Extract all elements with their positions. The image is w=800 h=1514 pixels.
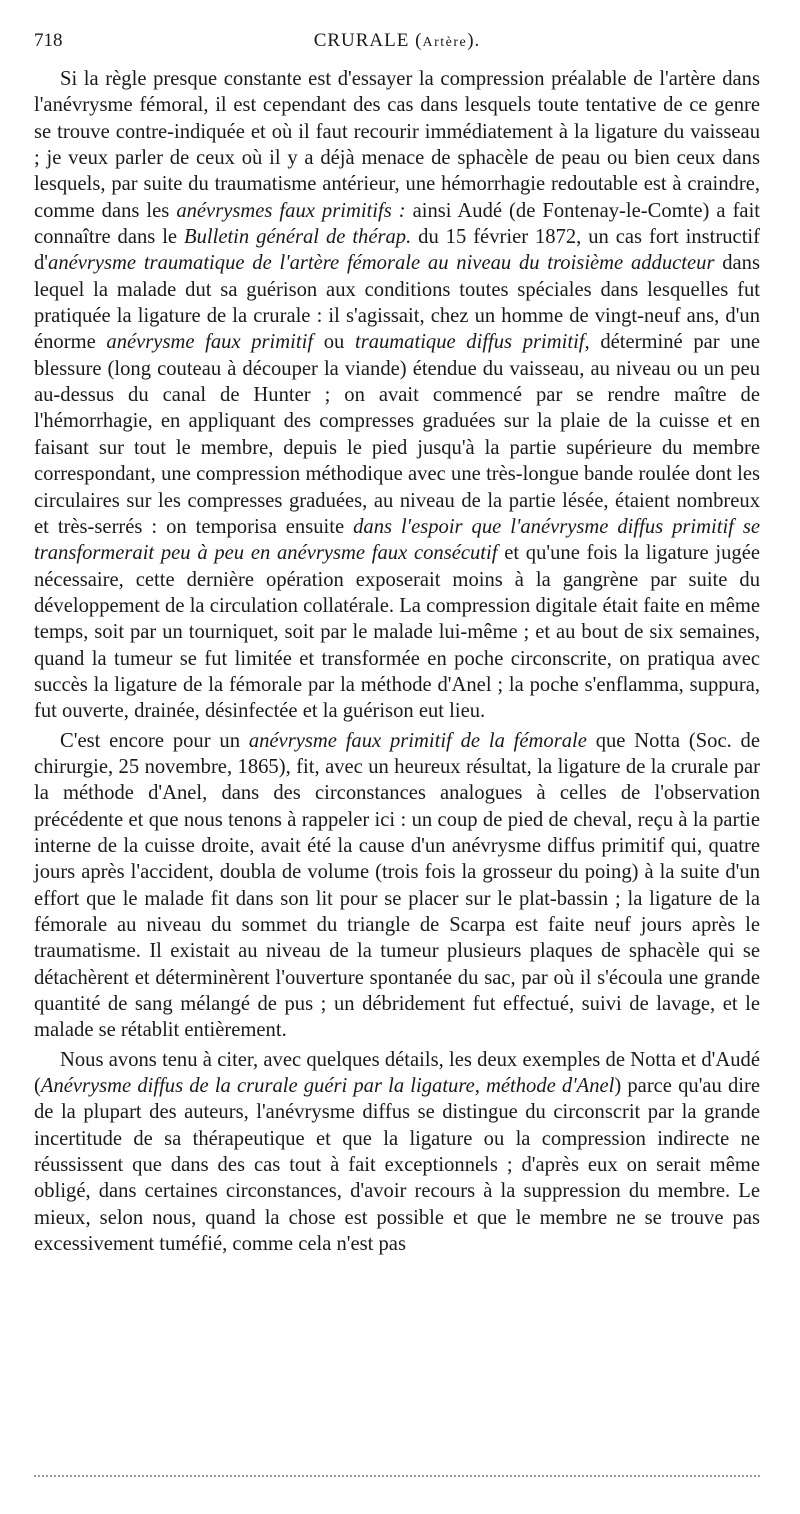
italic-segment: anévrysme faux primitif de la fémorale: [248, 729, 587, 752]
italic-segment: anévrysme faux primitif: [106, 331, 314, 354]
italic-segment: dans l'espoir que l'anévrysme diffus primitif se transformerait peu à peu en anévrysme faux consécutif: [34, 515, 760, 565]
italic-segment: traumatique diffus primitif,: [354, 331, 590, 354]
text-segment: ) parce qu'au dire de la plupart des auteurs, l'anévrysme diffus se distingue du circonscrit par la grande incertitude de sa thérapeutique et que la ligature ou la compression indirecte ne réussissent que dans des cas tout à fait exceptionnels ; d'après eux on serait même obligé, dans certaines circonstances, d'avoir recours à la suppression du membre. Le mieux, selon nous, quand la chose est possible et que le membre ne se trouve pas excessivement tuméfié, comme cela n'est pas: [34, 1075, 760, 1256]
text-segment: C'est encore pour un: [60, 729, 249, 752]
running-header: [34, 30, 760, 56]
running-title-paren-close: ).: [467, 30, 481, 51]
italic-segment: Bulletin général de thérap.: [184, 226, 412, 249]
running-title-main: CRURALE: [313, 30, 410, 51]
italic-segment: anévrysmes faux primitifs :: [176, 199, 406, 222]
text-segment: Si la règle presque constante est d'essayer la compression préalable de l'artère dans l'anévrysme fémoral, il est cependant des cas dans lesquels toute tentative de ce genre se trouve contre-indiquée et où il faut recourir immédiatement à la ligature du vaisseau ; je veux parler de ceux où il y a déjà menace de sphacèle de peau ou bien ceux dans lesquels, par suite du traumatisme antérieur, une hémorrhagie redoutable est à craindre, comme dans les: [34, 68, 760, 222]
running-title: [34, 30, 760, 52]
body-text: [34, 66, 760, 1257]
text-segment: dans lequel la malade dut sa guérison aux conditions toutes spéciales dans lesquelles fut pratiquée la ligature de la crurale : il s'agissait, chez un homme de vingt-neuf ans, d'un énorme: [34, 252, 760, 354]
text-segment: ainsi Audé (de Fontenay-le-Comte) a fait connaître dans le: [34, 199, 761, 249]
paragraph: [34, 1047, 760, 1258]
text-segment: que Notta (Soc. de chirurgie, 25 novembre, 1865), fit, avec un heureux résultat, la ligature de la crurale par la méthode d'Anel, dans des circonstances analogues à celles de l'observation précédente et que nous tenons à rappeler ici : un coup de pied de cheval, reçu à la partie interne de la cuisse droite, avait été la cause d'un anévrysme diffus primitif qui, quatre jours après l'accident, doubla de volume (trois fois la grosseur du poing) à la suite d'un effort que le malade fit dans son lit pour se placer sur le plat-bassin ; la ligature de la fémorale au niveau du sommet du triangle de Scarpa est faite neuf jours après le traumatisme. Il existait au niveau de la tumeur plusieurs plaques de sphacèle qui se détachèrent et déterminèrent l'ouverture spontanée du sac, par où il s'écoula une grande quantité de sang mélangé de pus ; un débridement fut effectué, suivi de lavage, et le malade se rétablit entièrement.: [34, 729, 760, 1042]
paragraph: [34, 728, 760, 1044]
text-segment: déterminé par une blessure (long couteau à découper la viande) étendue du vaisseau, au niveau ou un peu au-dessus du canal de Hunter ; on avait commencé par se rendre maître de l'hémorrhagie, en appliquant des compresses graduées sur la plaie de la cuisse et en faisant sur tout le membre, depuis le pied jusqu'à la partie supérieure du membre correspondant, une compression méthodique avec une très-longue bande roulée dont les circulaires sur les compresses graduées, au niveau de la partie lésée, étaient nombreux et très-serrés : on temporisa ensuite: [34, 331, 761, 538]
text-segment: du 15 février 1872, un cas fort instructif d': [34, 226, 760, 275]
running-title-paren-open: (: [409, 30, 423, 51]
footer-dotted-rule: [34, 1475, 760, 1477]
text-segment: ou: [313, 331, 355, 354]
paragraph: [34, 66, 760, 725]
italic-segment: Anévrysme diffus de la crurale guéri par la ligature, méthode d'Anel: [40, 1075, 615, 1098]
page-number: 718: [34, 30, 63, 51]
italic-segment: anévrysme traumatique de l'artère fémorale au niveau du troisième adducteur: [48, 252, 715, 275]
running-title-small-caps: Artère: [422, 35, 468, 50]
text-segment: et qu'une fois la ligature jugée nécessaire, cette dernière opération exposerait moins à la gangrène par suite du développement de la circulation collatérale. La compression digitale était faite en même temps, soit par un tourniquet, soit par le malade lui-même ; et au bout de six semaines, quand la tumeur se fut limitée et transformée en poche circonscrite, on pratiqua avec succès la ligature de la fémorale par la méthode d'Anel ; la poche s'enflamma, suppura, fut ouverte, drainée, désinfectée et la guérison eut lieu.: [34, 542, 760, 723]
text-segment: Nous avons tenu à citer, avec quelques détails, les deux exemples de Notta et d'Audé (: [34, 1048, 760, 1098]
